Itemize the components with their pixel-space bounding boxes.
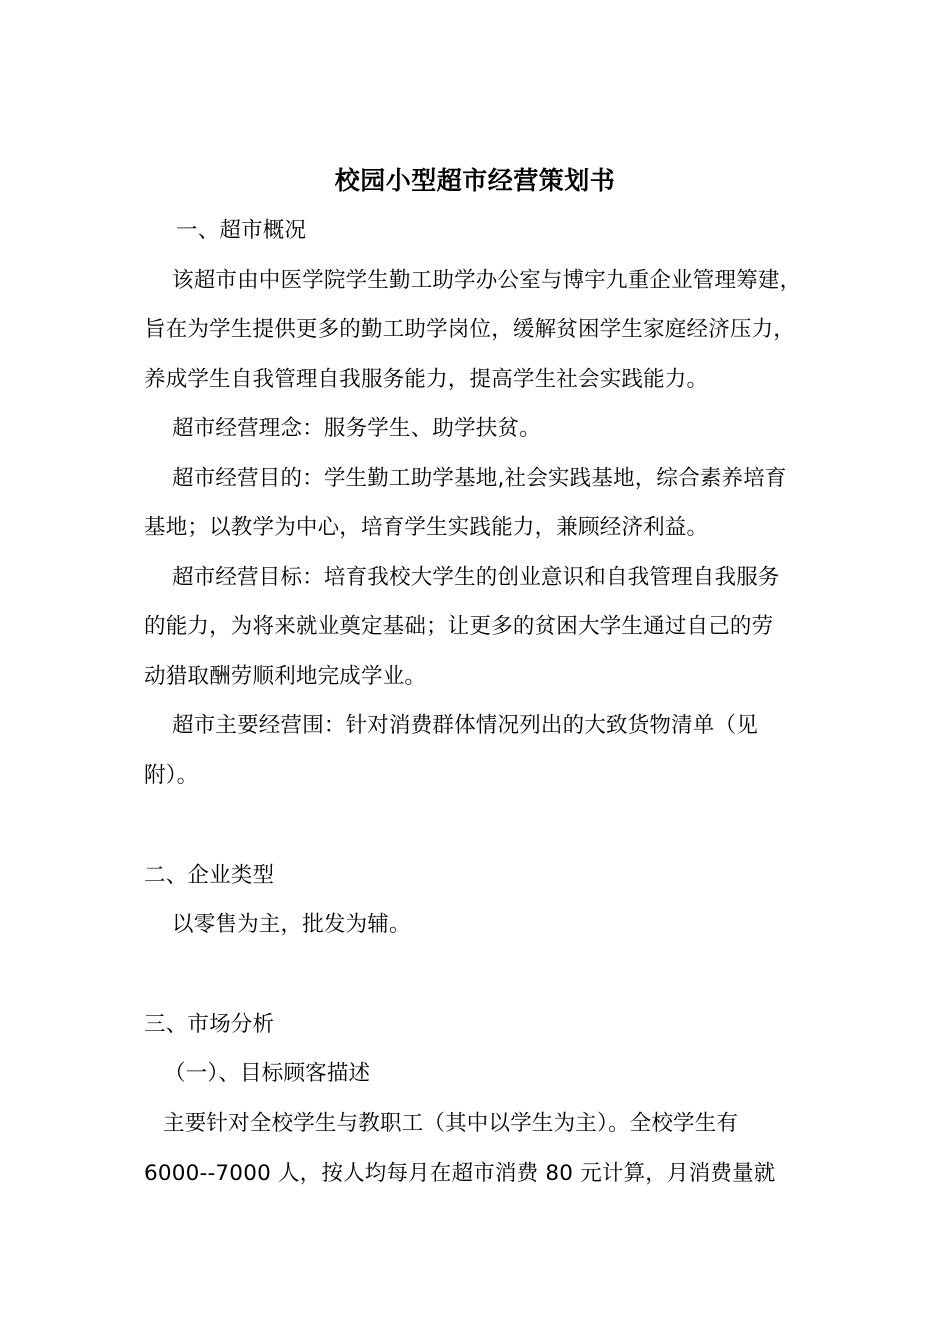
- customers-line-2: 6000--7000 人，按人均每月在超市消费 80 元计算，月消费量就: [144, 1161, 776, 1186]
- subsection-target-customers: （一）、目标顾客描述: [164, 1061, 371, 1086]
- business-scope-line-2: 附）。: [144, 763, 199, 788]
- business-scope-line-1: 超市主要经营围：针对消费群体情况列出的大致货物清单（见: [172, 713, 758, 738]
- section-3-heading: 三、市场分析: [144, 1012, 275, 1037]
- document-title: 校园小型超市经营策划书: [334, 166, 616, 195]
- overview-line-3: 养成学生自我管理自我服务能力，提高学生社会实践能力。: [144, 367, 709, 392]
- business-purpose-line-1: 超市经营目的：学生勤工助学基地,社会实践基地，综合素养培育: [172, 466, 787, 491]
- business-goal-line-1: 超市经营目标：培育我校大学生的创业意识和自我管理自我服务: [172, 565, 780, 590]
- business-purpose-line-2: 基地；以教学为中心，培育学生实践能力，兼顾经济利益。: [144, 515, 709, 540]
- overview-line-2: 旨在为学生提供更多的勤工助学岗位，缓解贫困学生家庭经济压力，: [144, 317, 796, 342]
- business-goal-line-2: 的能力，为将来就业奠定基础；让更多的贫困大学生通过自己的劳: [144, 614, 774, 639]
- section-2-heading: 二、企业类型: [144, 863, 275, 888]
- overview-line-1: 该超市由中医学院学生勤工助学办公室与博宇九重企业管理筹建，: [172, 268, 802, 293]
- section-1-heading: 一、超市概况: [176, 218, 307, 243]
- customers-line-1: 主要针对全校学生与教职工（其中以学生为主）。全校学生有: [163, 1111, 739, 1136]
- enterprise-type-text: 以零售为主，批发为辅。: [172, 912, 411, 937]
- business-concept: 超市经营理念：服务学生、助学扶贫。: [172, 416, 541, 441]
- business-goal-line-3: 动猎取酬劳顺利地完成学业。: [144, 664, 427, 689]
